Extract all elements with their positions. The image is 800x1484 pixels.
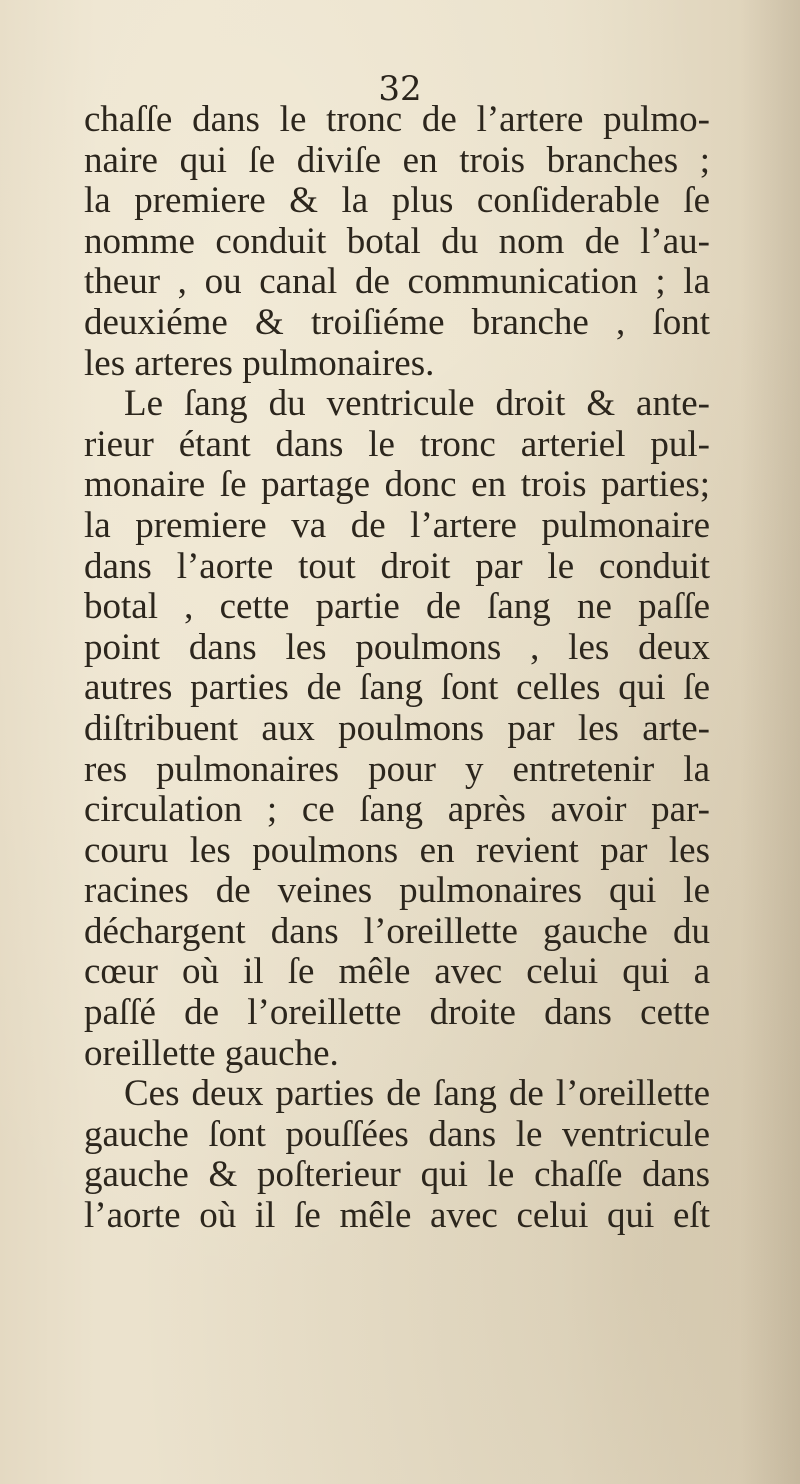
text-line: autres parties de ſang ſont celles qui ſe: [84, 667, 710, 709]
text-line: diſtribuent aux poulmons par les arte-: [84, 707, 710, 749]
text-line: point dans les poulmons , les deux: [84, 626, 710, 668]
text-line: la premiere & la plus conſiderable ſe: [84, 180, 710, 222]
text-line: gauche & poſterieur qui le chaſſe dans: [84, 1154, 710, 1196]
text-line: naire qui ſe diviſe en trois branches ;: [84, 139, 710, 181]
text-line: rieur étant dans le tronc arteriel pul-: [84, 423, 710, 465]
text-line: déchargent dans l’oreillette gauche du: [84, 910, 710, 952]
text-line: paſſé de l’oreillette droite dans cette: [84, 992, 710, 1034]
paragraph-end-line: oreillette gauche.: [84, 1032, 339, 1074]
text-line: theur , ou canal de communication ; la: [84, 261, 710, 303]
paragraph-end-line: les arteres pulmonaires.: [84, 342, 435, 384]
text-line: couru les poulmons en revient par les: [84, 829, 710, 871]
text-line: cœur où il ſe mêle avec celui qui a: [84, 951, 710, 993]
text-line: botal , cette partie de ſang ne paſſe: [84, 586, 710, 628]
text-line: deuxiéme & troiſiéme branche , ſont: [84, 301, 710, 343]
paragraph-start-line: Ces deux parties de ſang de l’oreillette: [124, 1073, 710, 1115]
paragraph-start-line: Le ſang du ventricule droit & ante-: [124, 383, 710, 425]
text-line: l’aorte où il ſe mêle avec celui qui eſt: [84, 1195, 710, 1237]
text-line: la premiere va de l’artere pulmonaire: [84, 504, 710, 546]
text-line: racines de veines pulmonaires qui le: [84, 870, 710, 912]
page-edge-shadow: [740, 0, 800, 1484]
text-line: gauche ſont pouſſées dans le ventricule: [84, 1113, 710, 1155]
page-number: 32: [378, 69, 422, 109]
body-text: [84, 100, 710, 1237]
text-line: monaire ſe partage donc en trois parties;: [84, 464, 710, 506]
text-line: nomme conduit botal du nom de l’au-: [84, 220, 710, 262]
text-line: dans l’aorte tout droit par le conduit: [84, 545, 710, 587]
text-line: chaſſe dans le tronc de l’artere pulmo-: [84, 99, 710, 140]
text-line: circulation ; ce ſang après avoir par-: [84, 789, 710, 831]
text-line: res pulmonaires pour y entretenir la: [84, 748, 710, 790]
